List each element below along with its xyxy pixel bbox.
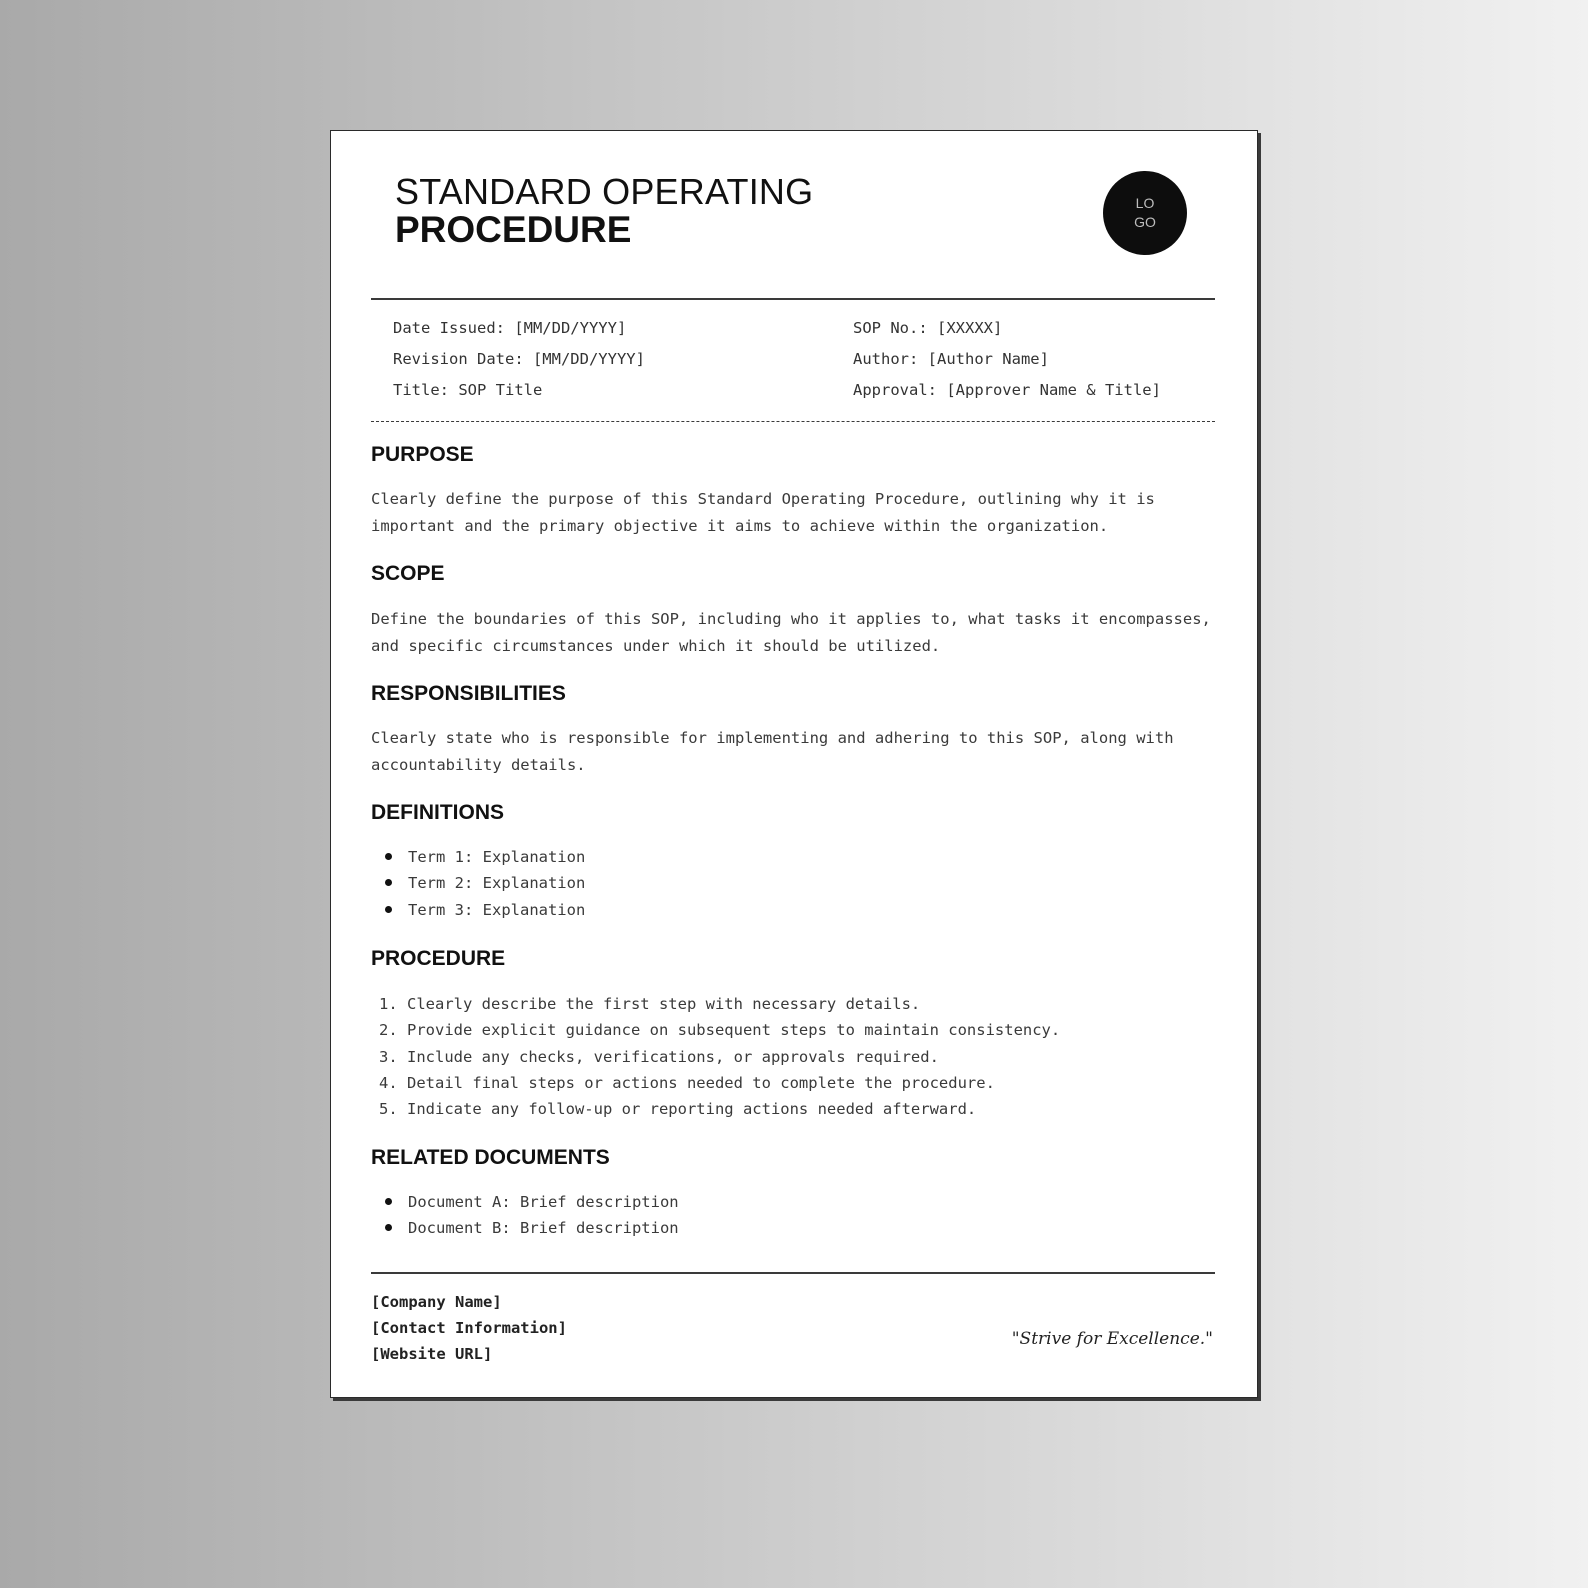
step-number: 4.	[379, 1073, 398, 1092]
logo-text-line-1: LO	[1135, 195, 1155, 211]
date-issued: Date Issued: [MM/DD/YYYY]	[393, 319, 627, 337]
procedure-step	[379, 1096, 1060, 1122]
procedure-steps	[379, 991, 1060, 1122]
logo-placeholder	[1103, 171, 1187, 255]
step-number: 3.	[379, 1047, 398, 1066]
author: Author: [Author Name]	[853, 350, 1049, 368]
related-documents-heading: RELATED DOCUMENTS	[371, 1146, 610, 1169]
sop-document-page	[330, 130, 1258, 1398]
title-line-1: STANDARD OPERATING	[395, 171, 814, 212]
procedure-step	[379, 1017, 1060, 1043]
step-number: 2.	[379, 1021, 398, 1040]
definitions-heading: DEFINITIONS	[371, 801, 505, 824]
related-document-item: Document B: Brief description	[385, 1215, 679, 1241]
procedure-step	[379, 1044, 1060, 1070]
meta-right-column	[853, 313, 1161, 406]
contact-information: [Contact Information]	[371, 1319, 567, 1337]
scope-text: Define the boundaries of this SOP, including who it applies to, what tasks it encompasses, and specific circumstances under which it should be utilized.	[371, 610, 1211, 655]
revision-date: Revision Date: [MM/DD/YYYY]	[393, 350, 645, 368]
scope-heading: SCOPE	[371, 562, 445, 585]
document-title	[395, 173, 813, 249]
sop-title: Title: SOP Title	[393, 381, 543, 399]
responsibilities-text: Clearly state who is responsible for implementing and adhering to this SOP, along with accountability details.	[371, 729, 1174, 774]
website-url: [Website URL]	[371, 1345, 493, 1363]
logo-text-line-2: GO	[1134, 214, 1156, 230]
definition-item: Term 1: Explanation	[385, 844, 585, 870]
title-line-2: PROCEDURE	[395, 209, 632, 250]
purpose-text: Clearly define the purpose of this Standard Operating Procedure, outlining why it is important and the primary objective it aims to achieve within the organization.	[371, 490, 1155, 535]
tagline: "Strive for Excellence."	[1011, 1329, 1213, 1349]
footer-contact-block	[371, 1289, 567, 1367]
step-text: Detail final steps or actions needed to complete the procedure.	[407, 1073, 995, 1092]
header-divider	[371, 298, 1215, 300]
meta-divider	[371, 421, 1215, 422]
procedure-step	[379, 1070, 1060, 1096]
related-documents-list	[385, 1189, 679, 1242]
responsibilities-heading: RESPONSIBILITIES	[371, 682, 566, 705]
related-document-item: Document A: Brief description	[385, 1189, 679, 1215]
approval: Approval: [Approver Name & Title]	[853, 381, 1161, 399]
step-number: 1.	[379, 995, 398, 1013]
definitions-list	[385, 844, 585, 923]
step-text: Provide explicit guidance on subsequent steps to maintain consistency.	[407, 1021, 1061, 1040]
company-name: [Company Name]	[371, 1293, 502, 1311]
definition-item: Term 2: Explanation	[385, 870, 585, 896]
purpose-heading: PURPOSE	[371, 443, 474, 466]
step-text: Include any checks, verifications, or approvals required.	[407, 1047, 939, 1066]
procedure-step	[379, 991, 1060, 1017]
definition-item: Term 3: Explanation	[385, 897, 585, 923]
step-text: Clearly describe the first step with necessary details.	[407, 995, 921, 1013]
sop-number: SOP No.: [XXXXX]	[853, 319, 1003, 337]
step-text: Indicate any follow-up or reporting actions needed afterward.	[407, 1100, 977, 1119]
procedure-heading: PROCEDURE	[371, 947, 506, 970]
meta-left-column	[393, 313, 645, 406]
footer-divider	[371, 1272, 1215, 1274]
step-number: 5.	[379, 1100, 398, 1119]
